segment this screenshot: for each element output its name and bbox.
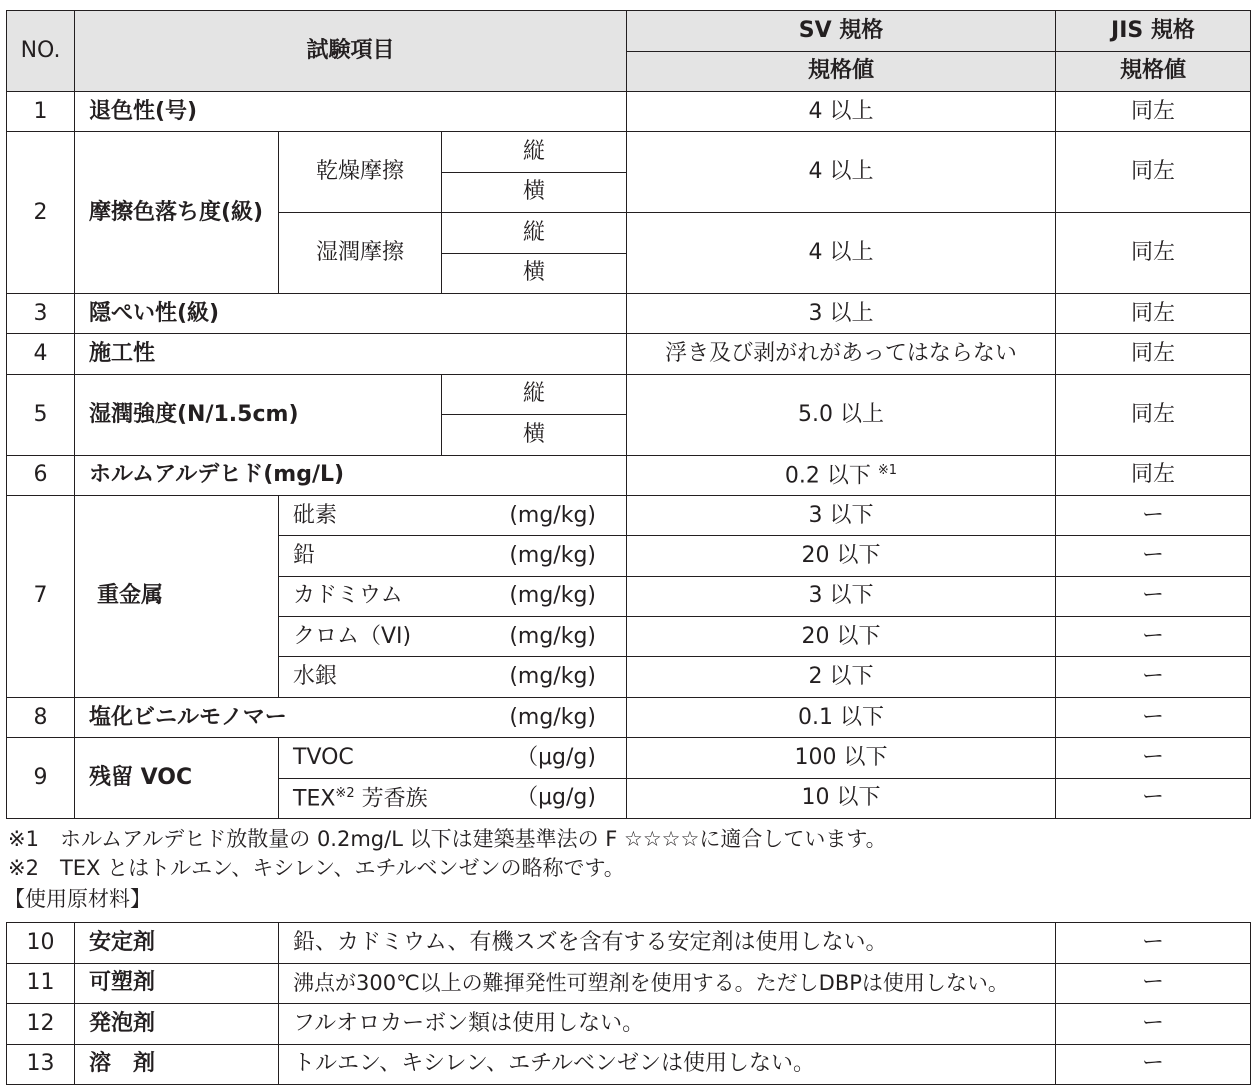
row-jis-value: 同左	[1056, 132, 1251, 213]
row-sv-value: 3 以上	[627, 293, 1056, 333]
row-jis-value: ー	[1056, 738, 1251, 778]
row-sv-value: 3 以下	[627, 495, 1056, 535]
row-sv-value: 4 以上	[627, 213, 1056, 294]
table-row	[7, 132, 1251, 172]
row-substance	[279, 495, 627, 535]
table-row	[7, 293, 1251, 333]
row-substance	[279, 576, 627, 616]
substance-name	[293, 787, 428, 810]
row-no: 5	[7, 374, 75, 455]
sv-value-text: 0.2 以下	[784, 462, 871, 488]
row-no: 1	[7, 92, 75, 132]
row-jis-value: ー	[1056, 657, 1251, 697]
substance-name: 水銀	[293, 664, 338, 690]
substance-name-suffix: 芳香族	[354, 786, 428, 811]
row-substance	[279, 738, 627, 778]
row-jis-value: ー	[1056, 617, 1251, 657]
footnote-mark: ※2	[335, 785, 355, 801]
row-no: 4	[7, 334, 75, 374]
substance-unit: (mg/kg)	[509, 583, 596, 609]
item-unit: (mg/kg)	[509, 704, 596, 730]
row-sv-value: 5.0 以上	[627, 374, 1056, 455]
header-no: NO.	[7, 11, 75, 92]
footnote-2: ※2 TEX とはトルエン、キシレン、エチルベンゼンの略称です。	[8, 856, 625, 880]
row-direction-vertical: 縦	[442, 374, 627, 414]
table-row	[7, 1044, 1251, 1085]
row-jis-value: ー	[1056, 495, 1251, 535]
row-direction-vertical: 縦	[442, 213, 627, 253]
row-subitem-wet: 湿潤摩擦	[279, 213, 442, 294]
header-test-item: 試験項目	[75, 11, 627, 92]
row-substance	[279, 617, 627, 657]
row-jis-value: 同左	[1056, 374, 1251, 455]
substance-unit: （μg/g)	[516, 744, 596, 770]
row-sv-value: 100 以下	[627, 738, 1056, 778]
row-no: 9	[7, 738, 75, 819]
material-jis-value: ー	[1056, 1004, 1251, 1045]
header-row	[7, 11, 1251, 52]
table-row	[7, 738, 1251, 778]
row-substance	[279, 657, 627, 697]
row-no: 8	[7, 697, 75, 737]
row-sv-value: 3 以下	[627, 576, 1056, 616]
row-jis-value: 同左	[1056, 455, 1251, 495]
substance-name: TVOC	[293, 744, 354, 770]
material-name: 安定剤	[75, 923, 279, 964]
materials-table	[6, 922, 1251, 1085]
table-row	[7, 455, 1251, 495]
substance-name: 鉛	[293, 542, 316, 568]
row-sv-value: 浮き及び剥がれがあってはならない	[627, 334, 1056, 374]
row-item: 隠ぺい性(級)	[75, 293, 627, 333]
row-item: ホルムアルデヒド(mg/L)	[75, 455, 627, 495]
row-jis-value: ー	[1056, 536, 1251, 576]
material-jis-value: ー	[1056, 963, 1251, 1004]
item-name: 塩化ビニルモノマー	[89, 704, 287, 730]
table-row	[7, 697, 1251, 737]
row-subitem-dry: 乾燥摩擦	[279, 132, 442, 213]
material-name: 発泡剤	[75, 1004, 279, 1045]
row-jis-value: ー	[1056, 576, 1251, 616]
row-jis-value: 同左	[1056, 92, 1251, 132]
row-sv-value: 0.1 以下	[627, 697, 1056, 737]
header-jis-standard: JIS 規格	[1056, 11, 1251, 52]
row-sv-value: 4 以上	[627, 132, 1056, 213]
row-item: 残留 VOC	[75, 738, 279, 819]
row-sv-value: 20 以下	[627, 536, 1056, 576]
row-substance	[279, 536, 627, 576]
row-direction-horizontal: 横	[442, 415, 627, 455]
materials-heading: 【使用原材料】	[4, 887, 151, 911]
substance-name: クロム（VI)	[293, 623, 412, 649]
row-no: 3	[7, 293, 75, 333]
substance-unit: (mg/kg)	[509, 542, 596, 568]
table-row	[7, 963, 1251, 1004]
material-jis-value: ー	[1056, 923, 1251, 964]
row-sv-value	[627, 455, 1056, 495]
row-sv-value: 20 以下	[627, 617, 1056, 657]
table-row	[7, 1004, 1251, 1045]
material-no: 11	[7, 963, 75, 1004]
footnote-1: ※1 ホルムアルデヒド放散量の 0.2mg/L 以下は建築基準法の F ☆☆☆☆に適合しています。	[8, 827, 887, 851]
row-item: 退色性(号)	[75, 92, 627, 132]
substance-name: カドミウム	[293, 583, 403, 609]
material-description: 沸点が300℃以上の難揮発性可塑剤を使用する。ただしDBPは使用しない。	[279, 963, 1056, 1004]
material-name: 溶 剤	[75, 1044, 279, 1085]
material-no: 12	[7, 1004, 75, 1045]
substance-name: 砒素	[293, 502, 338, 528]
material-description: トルエン、キシレン、エチルベンゼンは使用しない。	[279, 1044, 1056, 1085]
row-no: 6	[7, 455, 75, 495]
substance-unit: (mg/kg)	[509, 623, 596, 649]
row-jis-value: 同左	[1056, 334, 1251, 374]
material-description: フルオロカーボン類は使用しない。	[279, 1004, 1056, 1045]
row-jis-value: ー	[1056, 778, 1251, 818]
row-substance	[279, 778, 627, 818]
row-jis-value: 同左	[1056, 213, 1251, 294]
table-row	[7, 92, 1251, 132]
header-sv-value: 規格値	[627, 51, 1056, 92]
row-item: 湿潤強度(N/1.5cm)	[75, 374, 442, 455]
row-no: 7	[7, 495, 75, 697]
table-row	[7, 334, 1251, 374]
table-row	[7, 923, 1251, 964]
substance-unit: (mg/kg)	[509, 664, 596, 690]
substance-unit: （μg/g)	[516, 784, 596, 810]
standards-table	[6, 10, 1251, 819]
row-direction-horizontal: 横	[442, 253, 627, 293]
material-description: 鉛、カドミウム、有機スズを含有する安定剤は使用しない。	[279, 923, 1056, 964]
material-no: 10	[7, 923, 75, 964]
material-name: 可塑剤	[75, 963, 279, 1004]
material-jis-value: ー	[1056, 1044, 1251, 1085]
row-item: 摩擦色落ち度(級)	[75, 132, 279, 294]
row-sv-value: 10 以下	[627, 778, 1056, 818]
row-jis-value: ー	[1056, 697, 1251, 737]
material-no: 13	[7, 1044, 75, 1085]
row-item	[75, 697, 627, 737]
row-item: 重金属	[75, 495, 279, 697]
row-no: 2	[7, 132, 75, 294]
row-direction-vertical: 縦	[442, 132, 627, 172]
substance-name-text: TEX	[293, 786, 336, 811]
row-direction-horizontal: 横	[442, 172, 627, 212]
row-sv-value: 2 以下	[627, 657, 1056, 697]
row-jis-value: 同左	[1056, 293, 1251, 333]
header-sv-standard: SV 規格	[627, 11, 1056, 52]
substance-unit: (mg/kg)	[509, 502, 596, 528]
header-jis-value: 規格値	[1056, 51, 1251, 92]
row-sv-value: 4 以上	[627, 92, 1056, 132]
footnote-mark: ※1	[877, 462, 898, 478]
table-row	[7, 374, 1251, 414]
row-item: 施工性	[75, 334, 627, 374]
table-row	[7, 495, 1251, 535]
